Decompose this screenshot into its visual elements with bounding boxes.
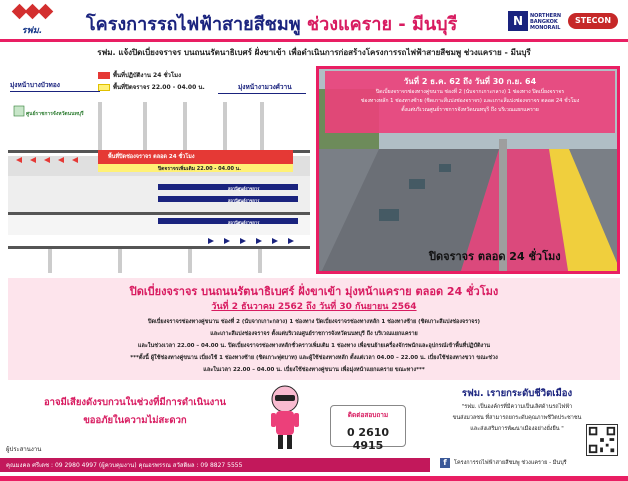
mrta-logo (6, 4, 58, 38)
page-title: โครงการรถไฟฟ้าสายสีชมพู ช่วงแคราย - มีนบุรี (86, 14, 458, 35)
closure-line: และในเวลา 22.00 – 04.00 น. เบี่ยงใช้ช่องทางคู่ขนาน เพื่อมุ่งหน้าแยกแคราย ขณะทาง*** (203, 367, 425, 373)
closure-title: ปิดเบี่ยงจราจร บนถนนรัตนาธิเบศร์ ฝั่งขาเข้า มุ่งหน้าแคราย ตลอด 24 ชั่วโมง (129, 285, 499, 298)
closure-date: วันที่ 2 ธันวาคม 2562 ถึง วันที่ 30 กันยายน 2564 (211, 302, 417, 312)
photo-line: ตั้งแต่บริเวณศูนย์ราชการจังหวัดนนทบุรี ถึง บริเวณแยกแคราย (401, 107, 539, 113)
closure-line: และในช่วงเวลา 22.00 – 04.00 น. ปิดเบี่ยงจราจรช่องทางหลักชั่วคราวเพิ่มเติม 1 ช่องทาง เพื่อขนย้ายเครื่องจักรพนักและอุปกรณ์เข้าพื้นที่ปฏิบัติงาน (137, 343, 491, 349)
brand-text: รฟม. (21, 26, 43, 36)
lane-label-1: สถานีศูนย์ราชการ (228, 186, 260, 191)
closure-line: ***ตั้งนี้ ผู้ใช้ช่องทางคู่ขนาน เบี่ยงใช้ 1 ช่องทางซ้าย (ชิดเกาะฟุตบาท) และผู้ใช้ช่องทางหลัก ตั้งแต่เวลา 04.00 – 22.00 น. เบี่ยงใช้ช่องทางขวา ขณะช่วง (130, 355, 498, 361)
landmark-label: ศูนย์ราชการจังหวัดนนทบุรี (26, 111, 84, 117)
footer-contacts: คุณมงคล ศรีเดช : 09 2980 4997 (ผู้ควบคุมงาน) คุณอรพรรณ สวัสดิผล : 09 8827 5555 (6, 462, 243, 469)
apology-message: อาจมีเสียงดังรบกวนในช่วงที่มีการดำเนินงาน ขออภัยในความไม่สะดวก (43, 397, 227, 426)
nbm-text: NORTHERN BANGKOK MONORAIL (530, 13, 562, 31)
contact-label: ติดต่อสอบถาม (347, 411, 389, 419)
mascot-image (262, 383, 308, 453)
photo-date: วันที่ 2 ธ.ค. 62 ถึง วันที่ 30 ก.ย. 64 (403, 77, 537, 86)
side-roads (98, 102, 264, 152)
slogan-block: รฟม. เรายกระดับชีวิตเมือง "รฟม. เป็นองค์กรที่มีความเป็นเลิศด้านรถไฟฟ้า ขนส่งมวลชน ที่สามารถยกระดับคุณภาพชีวิตประชาชน และส่งเสริมการพัฒนาเมืองอย่างยั่งยืน " (412, 386, 622, 434)
site-photo (316, 66, 620, 274)
closure-line: ปิดเบี่ยงจราจรช่องทางคู่ขนาน ช่องที่ 2 (นับจากเกาะกลาง) 1 ช่องทาง ปิดเบี่ยงจราจรช่องทางหลัก 1 ช่องทางซ้าย (ชิดเกาะสีแบ่งช่องจราจร) (147, 319, 480, 325)
lane-label-2: สถานีศูนย์ราชการ (228, 198, 260, 203)
night-zone-label: ปิดจราจรเพิ่มเติม 22.00 - 04.00 น. (158, 166, 241, 172)
closure-line: และเกาะสีแบ่งช่องจราจร ตั้งแต่บริเวณศูนย์ราชการจังหวัดนนทบุรี ถึง บริเวณแยกแคราย (210, 331, 418, 337)
legend-yellow: พื้นที่ปิดจราจร 22.00 - 04.00 น. (98, 82, 205, 92)
work-zone-label: พื้นที่ปิดช่องจราจร ตลอด 24 ชั่วโมง (108, 154, 195, 160)
coordinator-label: ผู้ประสานงาน (6, 446, 42, 453)
govt-center-icon (14, 106, 24, 116)
photo-line: ช่องทางหลัก 1 ช่องทางซ้าย (ชิดเกาะสีแบ่งช่องจราจร) และเกาะสีแบ่งช่องจราจร ตลอด 24 ชั่วโมง (360, 98, 580, 104)
flow-arrows-right (208, 238, 294, 244)
closure-details-panel (8, 278, 620, 380)
photo-line: ปิดเบี่ยงจราจรช่องทางคู่ขนาน ช่องที่ 2 (นับจากเกาะกลาง) 1 ช่องทาง ปิดเบี่ยงจราจร (375, 89, 565, 95)
nbm-logo: N (508, 11, 528, 31)
photo-caption: ปิดจราจร ตลอด 24 ชั่วโมง (429, 250, 561, 263)
slogan-heading: รฟม. เรายกระดับชีวิตเมือง (461, 388, 573, 399)
contact-phone[interactable]: 0 2610 4915 (346, 426, 390, 452)
photo-info-box (325, 71, 615, 133)
header (0, 0, 628, 42)
lower-side-roads (48, 249, 262, 273)
facebook-icon: f (440, 458, 450, 468)
dir-left: มุ่งหน้าบางบัวทอง (10, 81, 60, 89)
contact-box (330, 405, 406, 452)
subtitle: รฟม. แจ้งปิดเบี่ยงจราจร บนถนนรัตนาธิเบศร์ ฝั่งขาเข้า เพื่อดำเนินการก่อสร้างโครงการรถไฟฟ้าสายสีชมพู ช่วงแคราย - มีนบุรี (97, 48, 531, 57)
stecon-logo: STECON (568, 13, 618, 29)
bottom-accent-bar (0, 476, 628, 481)
traffic-map (8, 64, 310, 274)
qr-code-icon[interactable] (586, 424, 618, 456)
lane-label-3: สถานีศูนย์ราชการ (228, 220, 260, 225)
facebook-link[interactable]: f โครงการรถไฟฟ้าสายสีชมพู ช่วงแคราย - มีนบุรี (440, 458, 567, 468)
legend-red: พื้นที่ปฏิบัติงาน 24 ชั่วโมง (98, 70, 181, 80)
dir-right: มุ่งหน้างามวงศ์วาน (238, 83, 292, 91)
